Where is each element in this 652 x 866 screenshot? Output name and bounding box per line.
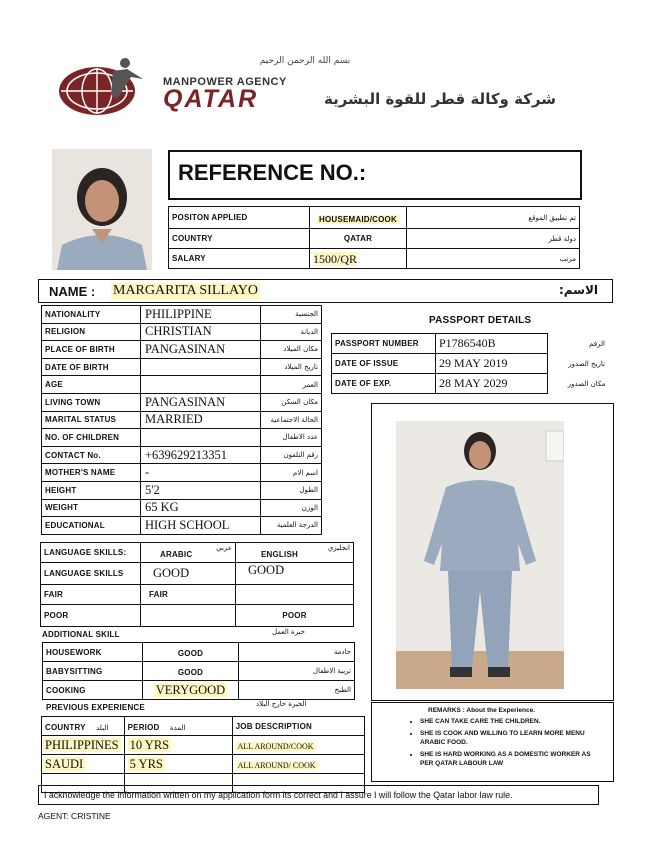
table-row (169, 207, 580, 229)
exp-period: 5 YRS (129, 756, 163, 771)
remark-item: • SHE CAN TAKE CARE THE CHILDREN. (420, 717, 605, 726)
skill-ar: الطبخ (239, 681, 355, 700)
exp-country-cell (42, 755, 125, 774)
passport-number-ar: الرقم (589, 339, 605, 348)
reference-title: REFERENCE NO.: (178, 160, 367, 185)
acknowledgement-box (38, 785, 599, 805)
applicant-portrait (52, 149, 152, 270)
skill-label: COOKING (43, 681, 143, 700)
reference-box (168, 150, 582, 200)
table-row (43, 681, 355, 700)
skill-cell (143, 643, 239, 662)
table-row (41, 563, 354, 585)
personal-value: - (141, 464, 261, 482)
expiry-date-value: 28 MAY 2029 (436, 374, 548, 394)
personal-value: MARRIED (141, 411, 261, 429)
remark-item: • SHE IS HARD WORKING AS A DOMESTIC WORKER AS PER QATAR LABOUR LAW (420, 750, 605, 768)
country-label: COUNTRY (169, 229, 310, 249)
expiry-date-label: DATE OF EXP. (332, 374, 436, 394)
table-row (42, 341, 322, 359)
salary-label: SALARY (169, 249, 310, 269)
personal-label: PLACE OF BIRTH (42, 341, 141, 359)
exp-job: ALL AROUND/COOK (237, 742, 314, 751)
agency-logo (55, 55, 155, 117)
period-header-ar: المدة (169, 724, 186, 732)
table-row (42, 517, 322, 535)
personal-value (141, 376, 261, 394)
job-header-label: JOB DESCRIPTION (232, 717, 364, 736)
poor-label: POOR (41, 605, 141, 627)
personal-label: LIVING TOWN (42, 393, 141, 411)
personal-label: WEIGHT (42, 499, 141, 517)
table-row (41, 543, 354, 563)
personal-label: MARITAL STATUS (42, 411, 141, 429)
table-row (42, 393, 322, 411)
personal-ar: عدد الاطفال (261, 429, 322, 447)
agent-name: AGENT: CRISTINE (38, 811, 111, 821)
arabic-fair: FAIR (141, 585, 236, 605)
arabic-level: GOOD (141, 563, 236, 585)
passport-number-value: P1786540B (436, 334, 548, 354)
table-row (42, 717, 365, 736)
personal-value (141, 429, 261, 447)
personal-label: NATIONALITY (42, 306, 141, 324)
position-cell (310, 207, 407, 229)
personal-ar: تاريخ الميلاد (261, 358, 322, 376)
fair-label: FAIR (41, 585, 141, 605)
issue-date-value: 29 MAY 2019 (436, 354, 548, 374)
passport-table (331, 333, 609, 394)
personal-value: PHILIPPINE (141, 306, 261, 324)
personal-value: PANGASINAN (141, 393, 261, 411)
personal-label: MOTHER'S NAME (42, 464, 141, 482)
globe-person-icon (55, 55, 155, 117)
portrait-photo-icon (52, 149, 152, 270)
table-row (332, 374, 609, 394)
arabic-poor (141, 605, 236, 627)
salary-value: 1500/QR (313, 251, 358, 266)
experience-table (41, 716, 365, 793)
agency-name-line1: MANPOWER AGENCY (163, 76, 287, 88)
table-row (42, 755, 365, 774)
position-value: HOUSEMAID/COOK (319, 214, 397, 224)
personal-ar: الدرجة العلمية (261, 517, 322, 535)
skill-label: HOUSEWORK (43, 643, 143, 662)
personal-value: CHRISTIAN (141, 323, 261, 341)
salary-ar: مرتب (407, 249, 580, 269)
position-label: POSITON APPLIED (169, 207, 310, 229)
exp-period: 10 YRS (129, 737, 170, 752)
personal-ar: العمر (261, 376, 322, 394)
name-label: NAME : (49, 284, 96, 299)
name-bar (38, 279, 613, 303)
personal-ar: الجنسية (261, 306, 322, 324)
skill-value: GOOD (177, 649, 204, 658)
position-ar: تم تطبيق الموقع (407, 207, 580, 229)
country-ar: دولة قطر (407, 229, 580, 249)
table-row (42, 481, 322, 499)
table-row (42, 306, 322, 324)
personal-ar: مكان الميلاد (261, 341, 322, 359)
table-row (41, 585, 354, 605)
personal-label: HEIGHT (42, 481, 141, 499)
issue-date-label: DATE OF ISSUE (332, 354, 436, 374)
agency-name-arabic: شركة وكالة قطر للقوة البشرية (324, 90, 556, 108)
acknowledgement-text: I acknowledge the information written on my application form its correct and I assure I will follow the Qatar labor law rule. (44, 790, 513, 800)
english-fair (236, 585, 354, 605)
table-row (332, 354, 609, 374)
country-header-ar: البلد (96, 724, 109, 732)
arabic-header-ar: عربي (216, 543, 232, 552)
passport-title: PASSPORT DETAILS (429, 315, 532, 326)
additional-skill-title-ar: خبرة العمل (272, 628, 305, 636)
remarks-list (372, 717, 605, 771)
salary-cell (310, 249, 407, 269)
remark-item: • SHE IS COOK AND WILLING TO LEARN MORE MENU ARABIC FOOD. (420, 729, 605, 747)
experience-title-ar: الخبرة خارج البلاد (256, 700, 307, 708)
personal-ar: الحالة الاجتماعية (261, 411, 322, 429)
name-value: MARGARITA SILLAYO (113, 283, 258, 298)
full-body-photo-icon (396, 421, 564, 689)
exp-country: SAUDI (45, 756, 84, 771)
remarks-box (371, 702, 614, 782)
skill-value: GOOD (177, 668, 204, 677)
skill-ar: تربية الاطفال (239, 662, 355, 681)
expiry-date-ar: مكان الصدور (567, 379, 606, 388)
personal-label: RELIGION (42, 323, 141, 341)
period-header (124, 717, 232, 736)
table-row (43, 662, 355, 681)
arabic-header-label: ARABIC (160, 549, 193, 559)
personal-value: 5'2 (141, 481, 261, 499)
language-skills-table (40, 542, 354, 627)
personal-ar: الديانة (261, 323, 322, 341)
exp-job-cell (232, 755, 364, 774)
table-row (42, 429, 322, 447)
full-body-photo-frame (371, 403, 614, 701)
skill-ar: خادمة (239, 643, 355, 662)
country-header-label: COUNTRY (45, 723, 86, 732)
table-row (332, 334, 609, 354)
additional-skill-title: ADDITIONAL SKILL (42, 630, 120, 639)
personal-label: AGE (42, 376, 141, 394)
personal-label: EDUCATIONAL (42, 517, 141, 535)
english-header-ar: انجليزي (327, 543, 350, 552)
passport-number-label: PASSPORT NUMBER (332, 334, 436, 354)
personal-label: CONTACT No. (42, 446, 141, 464)
skill-label: BABYSITTING (43, 662, 143, 681)
bismillah-calligraphy: بسم الله الرحمن الرحيم (259, 56, 351, 66)
experience-title: PREVIOUS EXPERIENCE (46, 703, 145, 712)
table-row (42, 411, 322, 429)
agency-name-line2: QATAR (163, 85, 259, 113)
issue-date-ar: تاريخ الصدور (568, 359, 605, 368)
table-row (169, 229, 580, 249)
table-row (42, 358, 322, 376)
english-header-label: ENGLISH (261, 549, 298, 559)
personal-label: DATE OF BIRTH (42, 358, 141, 376)
personal-ar: مكان السكن (261, 393, 322, 411)
table-row (169, 249, 580, 269)
language-level-label: LANGUAGE SKILLS (41, 563, 141, 585)
period-header-label: PERIOD (127, 723, 160, 732)
language-header-label: LANGUAGE SKILLS: (41, 543, 141, 563)
table-row (42, 323, 322, 341)
personal-ar: الطول (261, 481, 322, 499)
personal-value: PANGASINAN (141, 341, 261, 359)
skill-value: VERYGOOD (155, 683, 226, 697)
country-value: QATAR (310, 229, 407, 249)
additional-skill-table (42, 642, 355, 700)
remarks-title: REMARKS : About the Experience. (428, 707, 536, 714)
exp-job-cell (232, 736, 364, 755)
exp-period-cell (124, 736, 232, 755)
personal-value: HIGH SCHOOL (141, 517, 261, 535)
name-ar: الاسم: (558, 283, 598, 297)
skill-cell (143, 681, 239, 700)
application-table (168, 206, 580, 269)
english-level: GOOD (236, 563, 354, 585)
table-row (42, 464, 322, 482)
skill-cell (143, 662, 239, 681)
personal-value: +639629213351 (141, 446, 261, 464)
personal-value (141, 358, 261, 376)
english-poor: POOR (236, 605, 354, 627)
table-row (42, 376, 322, 394)
personal-label: NO. OF CHILDREN (42, 429, 141, 447)
table-row (41, 605, 354, 627)
arabic-header (141, 543, 236, 563)
personal-ar: الوزن (261, 499, 322, 517)
table-row (43, 643, 355, 662)
personal-ar: اسم الام (261, 464, 322, 482)
exp-country: PHILIPPINES (45, 737, 119, 752)
table-row (42, 736, 365, 755)
personal-details-table (41, 305, 322, 535)
exp-period-cell (124, 755, 232, 774)
table-row (42, 499, 322, 517)
country-header (42, 717, 125, 736)
english-header (236, 543, 354, 563)
personal-value: 65 KG (141, 499, 261, 517)
exp-job: ALL AROUND/ COOK (237, 761, 316, 770)
exp-country-cell (42, 736, 125, 755)
table-row (42, 446, 322, 464)
personal-ar: رقم التلفون (261, 446, 322, 464)
